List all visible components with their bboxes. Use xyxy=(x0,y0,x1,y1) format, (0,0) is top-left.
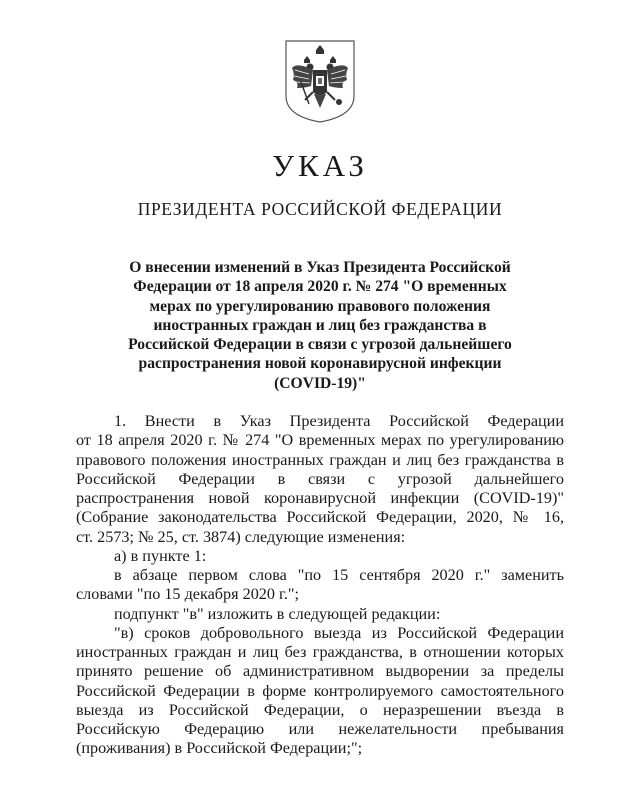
coat-of-arms-emblem xyxy=(283,38,357,124)
body-line: Российской Федерации в форме контролируемого самостоятельного xyxy=(76,681,564,700)
body-line: Российскую Федерацию или нежелательности пребывания xyxy=(76,720,564,738)
double-headed-eagle-icon xyxy=(283,38,357,124)
body-line: (Собрание законодательства Российской Федерации, 2020, № 16, xyxy=(76,508,564,527)
body-line: от 18 апреля 2020 г. № 274 "О временных мерах по урегулированию xyxy=(76,431,564,450)
body-line: Российской Федерации в связи с угрозой дальнейшего xyxy=(76,469,564,488)
body-line: выезда из Российской Федерации, о неразрешении въезда в xyxy=(76,700,564,719)
heading-line: (COVID-19)" xyxy=(274,374,366,392)
body-line: иностранных граждан и лиц без гражданства, в отношении которых xyxy=(76,643,564,661)
body-line: (проживания) в Российской Федерации;"; xyxy=(76,739,363,758)
heading-line: мерах по урегулированию правового положения xyxy=(149,297,491,315)
decree-heading xyxy=(110,258,530,393)
body-line: в абзаце первом слова "по 15 сентября 2020 г." заменить xyxy=(114,566,564,584)
heading-line: Федерации от 18 апреля 2020 г. № 274 "О временных xyxy=(133,278,507,296)
body-line: 1. Внести в Указ Президента Российской Федерации xyxy=(114,412,564,430)
body-line: "в) сроков добровольного выезда из Российской Федерации xyxy=(114,623,564,642)
decree-body xyxy=(76,412,564,759)
body-line: подпункт "в" изложить в следующей редакции: xyxy=(114,604,441,623)
heading-line: распространения новой коронавирусной инфекции xyxy=(138,355,502,373)
body-line: правового положения иностранных граждан и лиц без гражданства в xyxy=(76,450,564,469)
body-line: распространения новой коронавирусной инфекции (COVID-19)" xyxy=(76,489,564,507)
body-line: ст. 2573; № 25, ст. 3874) следующие изменения: xyxy=(76,527,406,546)
body-line: а) в пункте 1: xyxy=(114,546,207,565)
heading-line: иностранных граждан и лиц без гражданства в xyxy=(153,316,487,334)
body-line: принято решение об административном выдворении за пределы xyxy=(76,662,564,681)
decree-title: УКАЗ xyxy=(272,148,368,183)
decree-issuer: ПРЕЗИДЕНТА РОССИЙСКОЙ ФЕДЕРАЦИИ xyxy=(137,199,503,219)
heading-line: Российской Федерации в связи с угрозой дальнейшего xyxy=(128,336,512,354)
heading-line: О внесении изменений в Указ Президента Российской xyxy=(129,259,511,276)
body-line: словами "по 15 декабря 2020 г."; xyxy=(76,585,300,604)
